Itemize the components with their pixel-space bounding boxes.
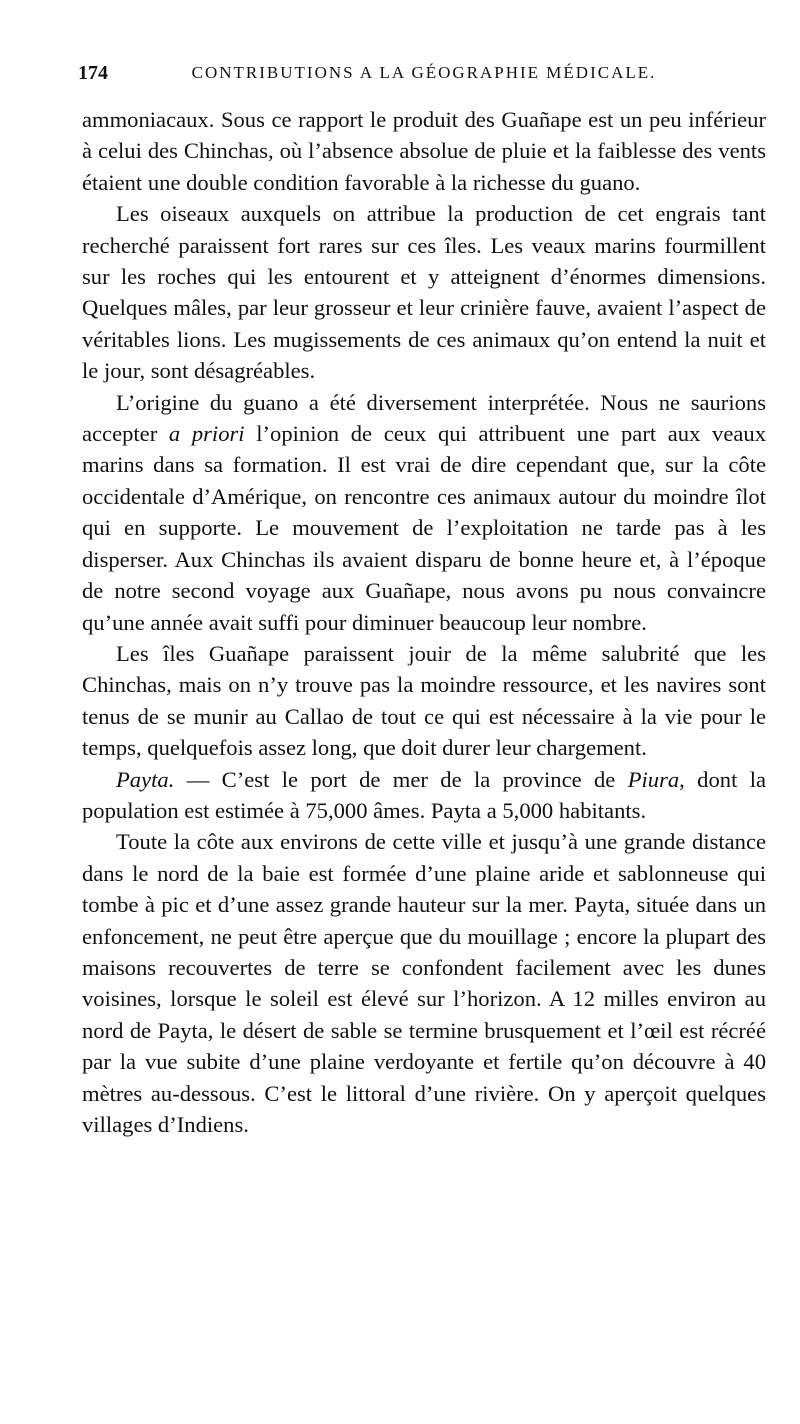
paragraph-coast: Toute la côte aux environs de cette ville et jusqu’à une grande distance dans le nord de la baie est formée d’une plaine aride et sablonneuse qui tombe à pic et d’une assez grande hauteur sur la mer. Payta, située dans un enfoncement, ne peut être aperçue que du mouillage ; encore la plupart des maisons recouvertes de terre se confondent facilement avec les dunes voisines, lorsque le soleil est élevé sur l’horizon. A 12 milles environ au nord de Payta, le désert de sable se termine brusquement et l’œil est récréé par la vue subite d’une plaine verdoyante et fertile qu’on découvre à 40 mètres au-dessous. C’est le littoral d’une rivière. On y aperçoit quelques villages d’Indiens. xyxy=(82,829,766,1137)
paragraph-continuation: ammoniacaux. Sous ce rapport le produit des Guañape est un peu inférieur à celui des Chinchas, où l’absence absolue de pluie et la faiblesse des vents étaient une double condition favorable à la richesse du guano. xyxy=(82,107,766,195)
paragraph-text: l’opinion de ceux qui attribuent une part aux veaux marins dans sa formation. Il est vrai de dire cependant que, sur la côte occidentale d’Amérique, on rencontre ces animaux autour du moindre îlot qui en supporte. Le mouvement de l’exploitation ne tarde pas à les disperser. Aux Chinchas ils avaient disparu de bonne heure et, à l’époque de notre second voyage aux Guañape, nous avons pu nous convaincre qu’une année avait suffi pour diminuer beaucoup leur nombre. xyxy=(82,421,766,635)
section-lead-payta: Payta. xyxy=(116,766,175,792)
italic-phrase: a priori xyxy=(168,421,245,447)
running-head xyxy=(78,62,766,96)
paragraph-payta-heading xyxy=(82,764,766,827)
paragraph-birds-seals: Les oiseaux auxquels on attribue la production de cet engrais tant recherché paraissent fort rares sur ces îles. Les veaux marins fourmillent sur les roches qui les entourent et y atteignent d’énormes dimensions. Quelques mâles, par leur grosseur et leur crinière fauve, avaient l’aspect de véritables lions. Les mugissements de ces animaux qu’on entend la nuit et le jour, sont désagréables. xyxy=(82,201,766,384)
running-title: CONTRIBUTIONS A LA GÉOGRAPHIE MÉDICALE. xyxy=(191,63,657,82)
paragraph-text: , dont la population est estimée à 75,000 âmes. Payta a 5,000 habitants. xyxy=(82,766,767,823)
paragraph-guano-origin xyxy=(82,387,766,638)
book-page xyxy=(78,62,767,1140)
paragraph-text: — C’est le port de mer de la province de xyxy=(174,766,628,792)
paragraph-text: L’origine du guano a été diversement interprétée. Nous ne saurions accepter xyxy=(82,389,766,447)
italic-place-name: Piura xyxy=(627,766,680,792)
page-number: 174 xyxy=(78,62,108,84)
paragraph-salubrity: Les îles Guañape paraissent jouir de la même salubrité que les Chinchas, mais on n’y trouve pas la moindre ressource, et les navires sont tenus de se munir au Callao de tout ce qui est nécessaire à la vie pour le temps, quelquefois assez long, que doit durer leur chargement. xyxy=(82,640,766,761)
body-text xyxy=(82,104,766,1140)
